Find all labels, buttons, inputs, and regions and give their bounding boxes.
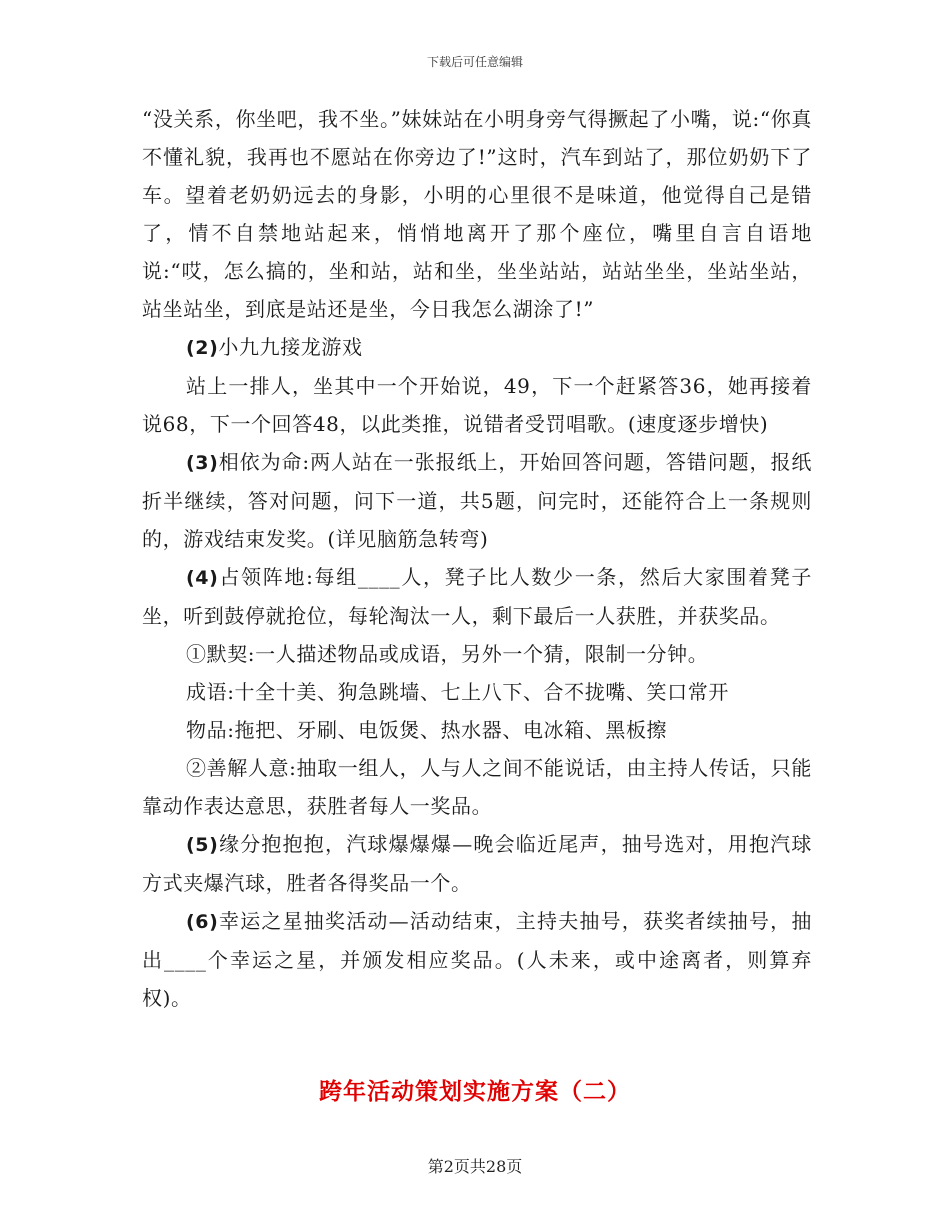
item-title: 小九九接龙游戏 (218, 335, 363, 359)
item-number: (6) (186, 911, 219, 933)
list-item-6 (142, 902, 812, 1017)
page-footer: 第2页共28页 (427, 1157, 523, 1176)
document-body (142, 100, 812, 1017)
item-text: 幸运之星抽奖活动—活动结束，主持夫抽号，获奖者续抽号，抽出____个幸运之星，并颁发相应奖品。(人未来，或中途离者，则算弃权)。 (142, 909, 812, 1010)
item-text: 占领阵地:每组____人，凳子比人数少一条，然后大家围着凳子坐，听到鼓停就抢位，每轮淘汰一人，剩下最后一人获胜，并获奖品。 (142, 565, 812, 628)
sub-item-1-idioms: 成语:十全十美、狗急跳墙、七上八下、合不拢嘴、笑口常开 (186, 680, 729, 704)
list-item-5 (142, 825, 812, 902)
story-paragraph: “没关系，你坐吧，我不坐。”妹妹站在小明身旁气得撅起了小嘴，说:“你真不懂礼貌，我再也不愿站在你旁边了!”这时，汽车到站了，那位奶奶下了车。望着老奶奶远去的身影，小明的心里很不是味道，他觉得自己是错了，情不自禁地站起来，悄悄地离开了那个座位，嘴里自言自语地说:“哎，怎么搞的，坐和站，站和坐，坐坐站站，站站坐坐，坐站坐站，站坐站坐，到底是站还是坐，今日我怎么湖涂了!” (142, 107, 812, 321)
list-item-2-heading (142, 328, 812, 367)
header-note: 下载后可任意编辑 (426, 55, 523, 69)
sub-item-1: ①默契:一人描述物品或成语，另外一个猜，限制一分钟。 (186, 642, 709, 666)
sub-item-2: ②善解人意:抽取一组人，人与人之间不能说话，由主持人传话，只能靠动作表达意思，获胜者每人一奖品。 (142, 756, 812, 818)
item-number: (5) (186, 834, 219, 856)
item-number: (2) (186, 337, 219, 359)
section-title: 跨年活动策划实施方案（二） (319, 1079, 631, 1105)
item-text: 相依为命:两人站在一张报纸上，开始回答问题，答错问题，报纸折半继续，答对问题，问下一道，共5题，问完时，还能符合上一条规则的，游戏结束发奖。(详见脑筋急转弯) (142, 450, 812, 551)
sub-item-1-objects: 物品:拖把、牙刷、电饭煲、热水器、电冰箱、黑板擦 (186, 718, 668, 742)
list-item-4 (142, 558, 812, 635)
item-number: (4) (186, 567, 219, 589)
item-number: (3) (186, 452, 219, 474)
list-item-2-body: 站上一排人，坐其中一个开始说，49，下一个赶紧答36，她再接着说68，下一个回答48，以此类推，说错者受罚唱歌。(速度逐步增快) (142, 374, 812, 436)
item-text: 缘分抱抱抱，汽球爆爆爆—晚会临近尾声，抽号选对，用抱汽球方式夹爆汽球，胜者各得奖品一个。 (142, 832, 812, 895)
list-item-3 (142, 443, 812, 558)
